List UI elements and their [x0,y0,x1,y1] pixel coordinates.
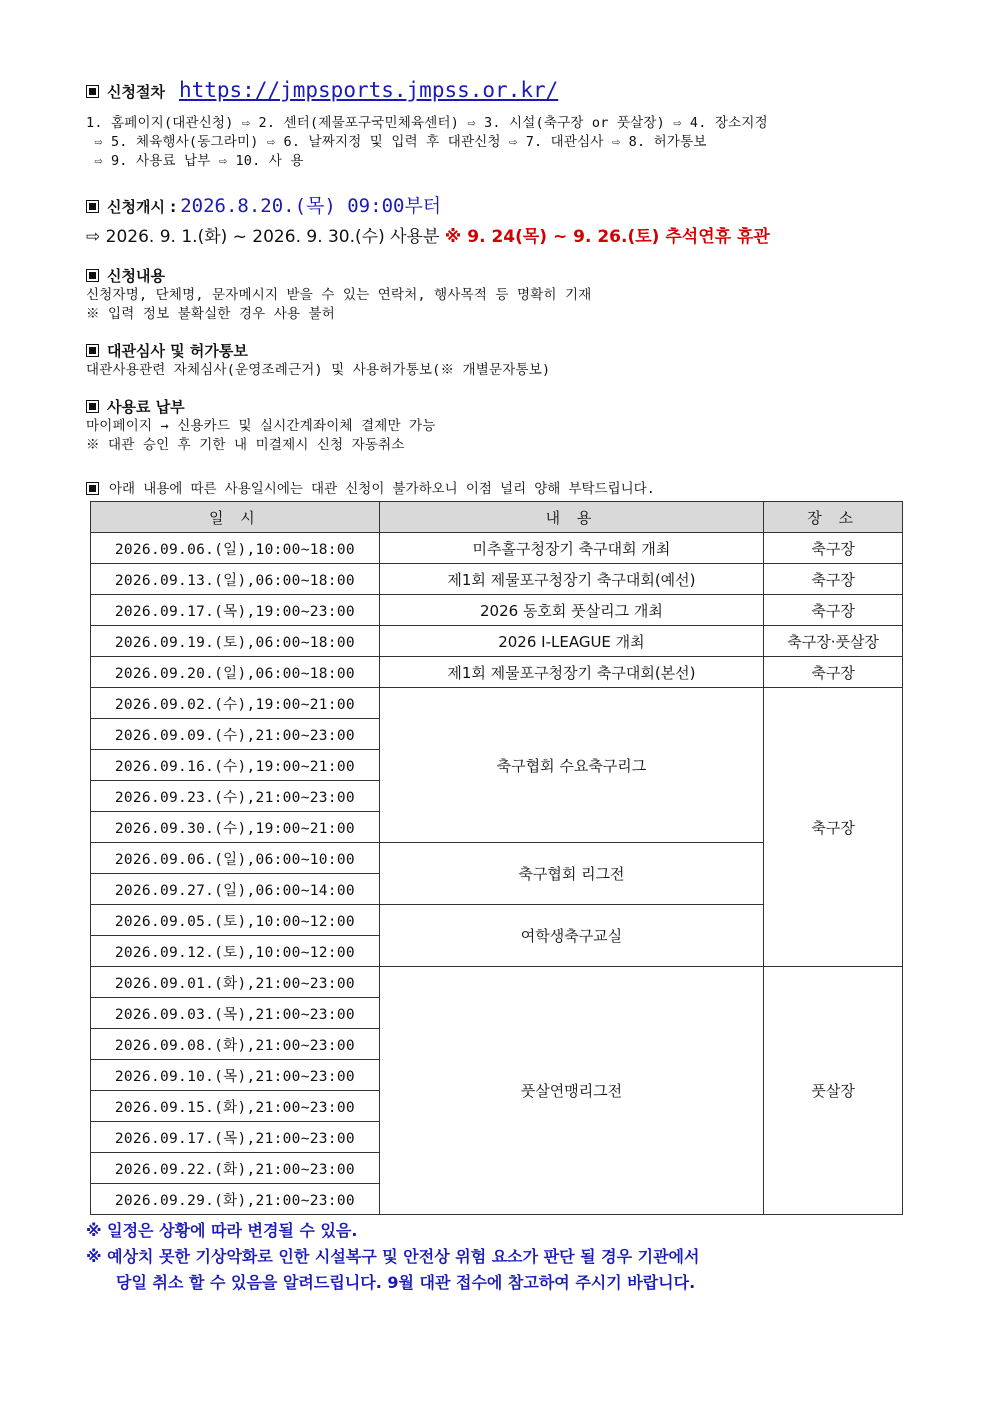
cell-content: 2026 동호회 풋살리그 개최 [379,595,763,626]
cell-datetime: 2026.09.05.(토),10:00~12:00 [91,905,380,936]
start-datetime: 2026.8.20.(목) 09:00부터 [180,195,442,217]
payment-header [86,396,906,417]
table-row [91,533,903,564]
content-title: 신청내용 [107,267,165,285]
cell-datetime: 2026.09.27.(일),06:00~14:00 [91,874,380,905]
cell-content: 축구협회 수요축구리그 [379,688,763,843]
review-title: 대관심사 및 허가통보 [107,342,248,360]
filled-square-icon [86,85,99,98]
cell-place: 축구장·풋살장 [764,626,903,657]
cell-datetime: 2026.09.19.(토),06:00~18:00 [91,626,380,657]
cell-place: 축구장 [764,688,903,967]
cell-datetime: 2026.09.10.(목),21:00~23:00 [91,1060,380,1091]
content-header [86,265,906,286]
cell-datetime: 2026.09.08.(화),21:00~23:00 [91,1029,380,1060]
usage-period [86,222,906,247]
procedure-header [86,78,906,102]
cell-place: 축구장 [764,533,903,564]
cell-datetime: 2026.09.20.(일),06:00~18:00 [91,657,380,688]
filled-square-icon [86,200,99,213]
cell-content: 2026 I-LEAGUE 개최 [379,626,763,657]
table-row [91,626,903,657]
cell-datetime: 2026.09.03.(목),21:00~23:00 [91,998,380,1029]
cell-datetime: 2026.09.06.(일),10:00~18:00 [91,533,380,564]
cell-datetime: 2026.09.29.(화),21:00~23:00 [91,1184,380,1215]
footnote-line2: ※ 예상치 못한 기상악화로 인한 시설복구 및 안전상 위험 요소가 판단 될 경우 기관에서 [86,1247,700,1266]
cell-content: 축구협회 리그전 [379,843,763,905]
footnote-line1: ※ 일정은 상황에 따라 변경될 수 있음. [86,1221,358,1240]
cell-datetime: 2026.09.12.(토),10:00~12:00 [91,936,380,967]
cell-place: 축구장 [764,595,903,626]
table-header-row [91,502,903,533]
header-content: 내 용 [379,502,763,533]
footnotes [86,1218,906,1296]
review-line1: 대관사용관련 자체심사(운영조례근거) 및 사용허가통보(※ 개별문자통보) [86,362,551,378]
cell-datetime: 2026.09.06.(일),06:00~10:00 [91,843,380,874]
table-row [91,657,903,688]
review-text [86,361,906,380]
review-header [86,340,906,361]
cell-content: 여학생축구교실 [379,905,763,967]
procedure-steps [86,114,906,171]
procedure-title: 신청절차 [107,83,165,101]
cell-datetime: 2026.09.17.(목),19:00~23:00 [91,595,380,626]
cell-place: 축구장 [764,564,903,595]
cell-datetime: 2026.09.23.(수),21:00~23:00 [91,781,380,812]
cell-datetime: 2026.09.30.(수),19:00~21:00 [91,812,380,843]
cell-datetime: 2026.09.16.(수),19:00~21:00 [91,750,380,781]
procedure-steps-line3: ⇨ 9. 사용료 납부 ⇨ 10. 사 용 [86,153,304,169]
table-row [91,688,903,719]
usage-range: ⇨ 2026. 9. 1.(화) ~ 2026. 9. 30.(수) 사용분 [86,227,440,247]
procedure-url-link[interactable]: https://jmpsports.jmpss.or.kr/ [178,78,559,102]
table-row [91,967,903,998]
start-header [86,191,906,218]
cell-datetime: 2026.09.22.(화),21:00~23:00 [91,1153,380,1184]
restriction-notice [86,477,906,497]
cell-datetime: 2026.09.02.(수),19:00~21:00 [91,688,380,719]
header-datetime: 일 시 [91,502,380,533]
cell-content: 제1회 제물포구청장기 축구대회(예선) [379,564,763,595]
footnote-line3: 당일 취소 할 수 있음을 알려드립니다. 9월 대관 접수에 참고하여 주시기 바랍니다. [116,1273,696,1292]
start-title: 신청개시 : [107,198,177,216]
document-body [86,78,906,497]
header-place: 장 소 [764,502,903,533]
filled-square-icon [86,482,99,495]
cell-place: 풋살장 [764,967,903,1215]
cell-datetime: 2026.09.15.(화),21:00~23:00 [91,1091,380,1122]
content-text [86,286,906,324]
procedure-steps-line1: 1. 홈페이지(대관신청) ⇨ 2. 센터(제물포구국민체육센터) ⇨ 3. 시설(축구장 or 풋살장) ⇨ 4. 장소지정 [86,115,768,131]
cell-datetime: 2026.09.13.(일),06:00~18:00 [91,564,380,595]
schedule-table [90,501,903,1215]
procedure-steps-line2: ⇨ 5. 체육행사(동그라미) ⇨ 6. 날짜지정 및 입력 후 대관신청 ⇨ 7. 대관심사 ⇨ 8. 허가통보 [86,134,707,150]
payment-line1: 마이페이지 → 신용카드 및 실시간계좌이체 결제만 가능 [86,418,436,434]
cell-content: 풋살연맹리그전 [379,967,763,1215]
table-row [91,564,903,595]
payment-title: 사용료 납부 [107,398,185,416]
cell-place: 축구장 [764,657,903,688]
content-line2: ※ 입력 정보 불확실한 경우 사용 불허 [86,306,336,322]
cell-content: 미추홀구청장기 축구대회 개최 [379,533,763,564]
cell-datetime: 2026.09.01.(화),21:00~23:00 [91,967,380,998]
payment-text [86,417,906,455]
table-row [91,595,903,626]
restriction-notice-text: 아래 내용에 따른 사용일시에는 대관 신청이 불가하오니 이점 널리 양해 부탁드립니다. [109,481,655,497]
cell-datetime: 2026.09.09.(수),21:00~23:00 [91,719,380,750]
filled-square-icon [86,269,99,282]
payment-line2: ※ 대관 승인 후 기한 내 미결제시 신청 자동취소 [86,437,405,453]
cell-datetime: 2026.09.17.(목),21:00~23:00 [91,1122,380,1153]
holiday-notice: ※ 9. 24(목) ~ 9. 26.(토) 추석연휴 휴관 [444,227,770,247]
cell-content: 제1회 제물포구청장기 축구대회(본선) [379,657,763,688]
content-line1: 신청자명, 단체명, 문자메시지 받을 수 있는 연락처, 행사목적 등 명확히 기재 [86,287,592,303]
filled-square-icon [86,344,99,357]
filled-square-icon [86,400,99,413]
